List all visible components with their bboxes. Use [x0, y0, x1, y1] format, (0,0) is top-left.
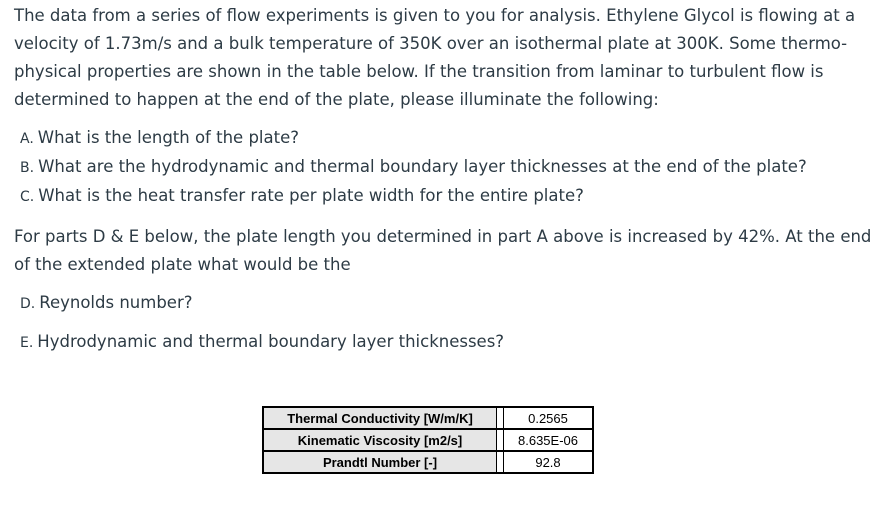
question-text: What is the length of the plate?: [37, 128, 299, 147]
table-row: [263, 429, 593, 451]
question-text: Reynolds number?: [39, 293, 193, 312]
table-row: [263, 407, 593, 429]
column-gap: [497, 451, 504, 473]
question-letter: E.: [20, 335, 34, 351]
column-gap: [497, 407, 504, 429]
question-b: [20, 153, 884, 182]
question-e: [20, 328, 884, 357]
followup-text: For parts D & E below, the plate length you determined in part A above is increased by 42%. At the end of the extended plate what would be the: [14, 227, 872, 274]
problem-intro: The data from a series of flow experiments is given to you for analysis. Ethylene Glycol is flowing at a velocity of 1.73m/s and a bulk temperature of 350K over an isothermal plate at 300K. Some thermo-physical properties are shown in the table below. If the transition from laminar to turbulent flow is determined to happen at the end of the plate, please illuminate the following:: [14, 6, 856, 109]
question-c: [20, 182, 884, 211]
property-value: 92.8: [504, 451, 594, 473]
question-list-abc: [14, 124, 884, 211]
property-name: Prandtl Number [-]: [263, 451, 497, 473]
question-list-e: [14, 328, 884, 357]
property-name: Kinematic Viscosity [m2/s]: [263, 429, 497, 451]
property-name: Thermal Conductivity [W/m/K]: [263, 407, 497, 429]
question-a: [20, 124, 884, 153]
properties-table-wrap: [262, 406, 594, 474]
question-text: What is the heat transfer rate per plate width for the entire plate?: [38, 186, 584, 205]
question-d: [20, 289, 884, 318]
property-value: 0.2565: [504, 407, 594, 429]
question-list-d: [14, 289, 884, 318]
question-letter: B.: [20, 160, 35, 176]
property-value: 8.635E-06: [504, 429, 594, 451]
question-content: [14, 2, 884, 367]
properties-table: [262, 406, 594, 474]
question-text: Hydrodynamic and thermal boundary layer thicknesses?: [37, 332, 505, 351]
question-letter: D.: [20, 296, 36, 312]
question-letter: C.: [20, 189, 35, 205]
question-letter: A.: [20, 131, 34, 147]
question-text: What are the hydrodynamic and thermal boundary layer thicknesses at the end of the plate?: [38, 157, 807, 176]
table-row: [263, 451, 593, 473]
column-gap: [497, 429, 504, 451]
